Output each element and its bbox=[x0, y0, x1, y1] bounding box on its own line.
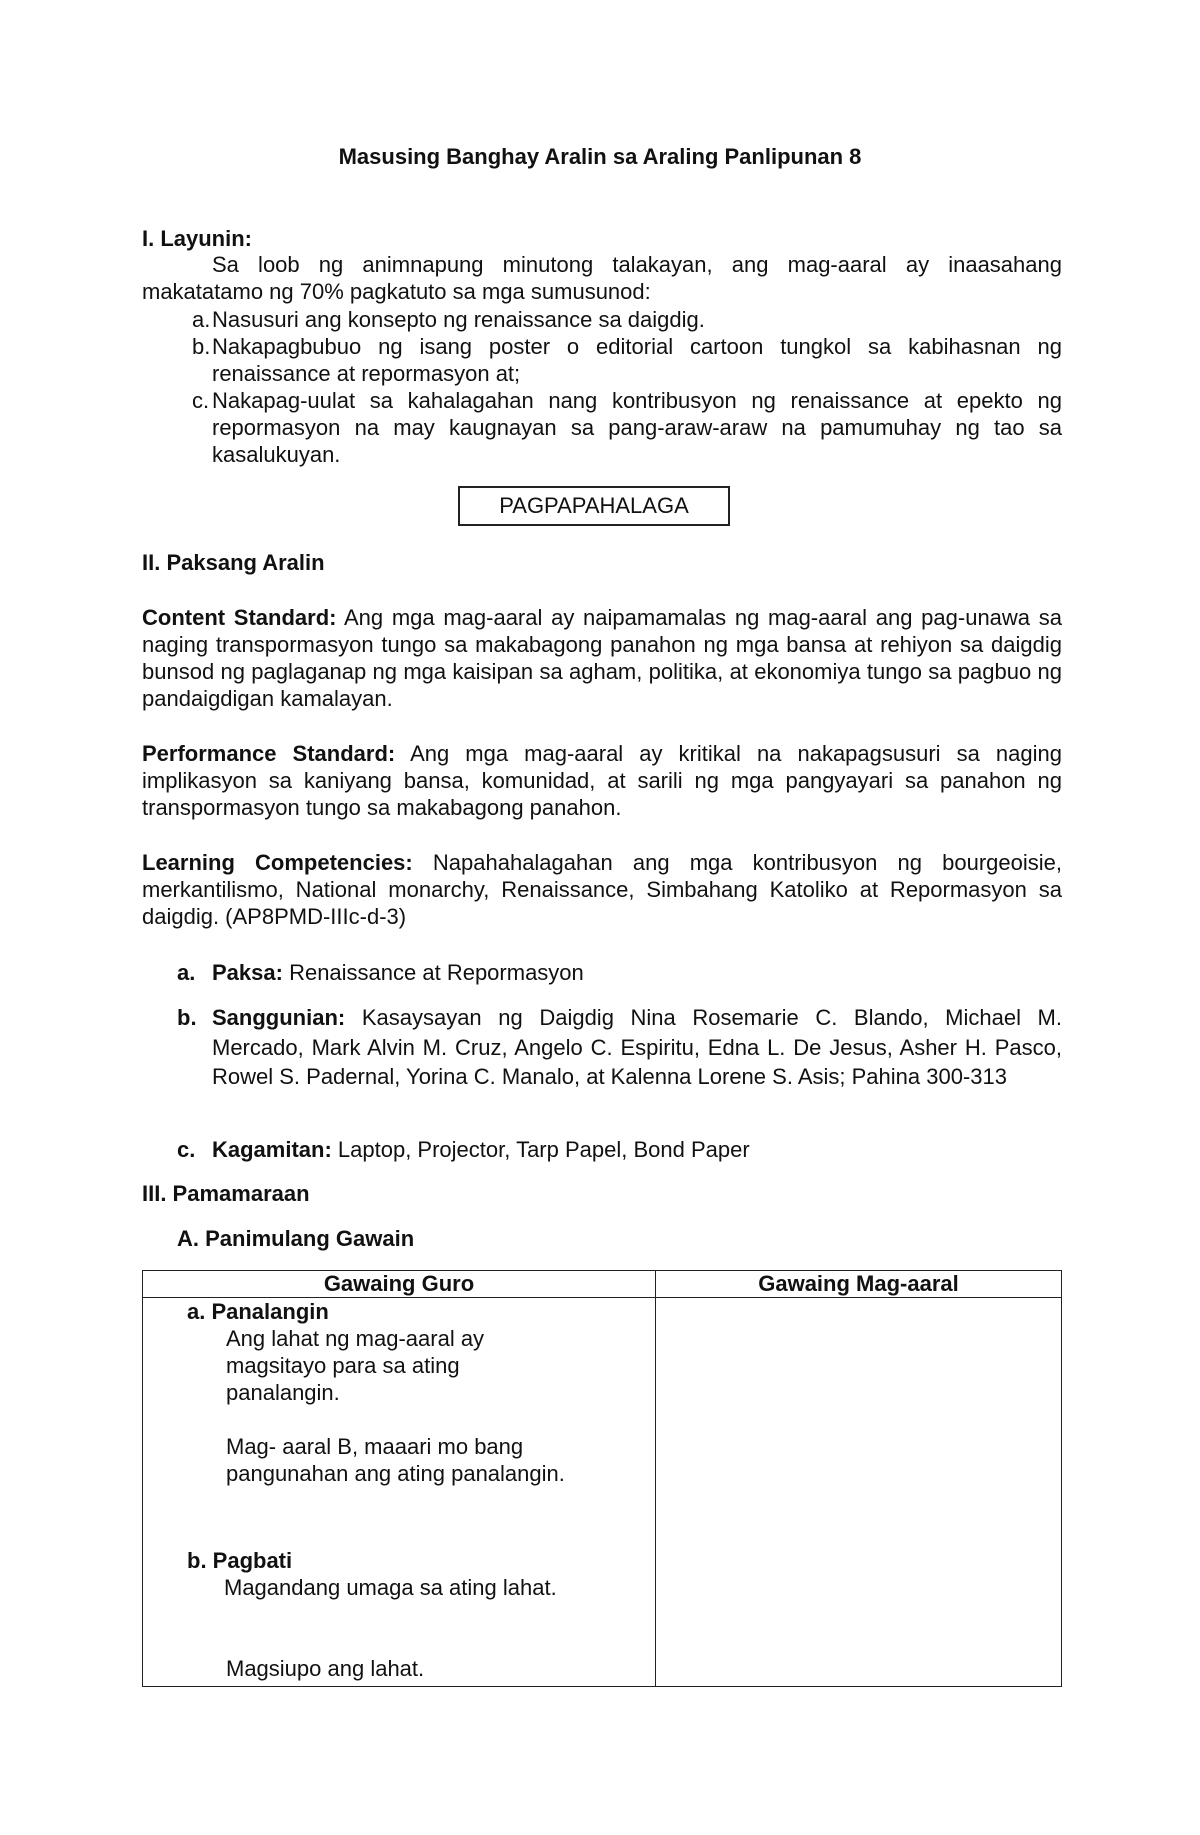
layunin-item-b-label: b. bbox=[192, 334, 211, 359]
col-gawaing-guro: Gawaing Guro bbox=[143, 1271, 656, 1298]
layunin-item-c bbox=[192, 387, 1062, 468]
paksa-value: Renaissance at Repormasyon bbox=[282, 960, 584, 985]
layunin-intro: Sa loob ng animnapung minutong talakayan, ang mag-aaral ay inaasahang makatatamo ng 70% pagkatuto sa mga sumusunod: bbox=[142, 252, 1062, 304]
layunin-item-b bbox=[192, 333, 1062, 387]
layunin-heading: I. Layunin: bbox=[142, 226, 252, 251]
content-standard-text: Ang mga mag-aaral ay naipamamalas ng mag-aaral ang pag-unawa sa naging transpormasyon tungo sa makabagong panahon ng mga bansa at rehiyon sa daigdig bunsod ng paglaganap ng mga kaisipan sa agham, politika, at ekonomiya tungo sa pagbuo ng pandaigdigan kamalayan. bbox=[142, 605, 1062, 711]
pamamaraan-heading: III. Pamamaraan bbox=[142, 1181, 310, 1206]
kagamitan-value: Laptop, Projector, Tarp Papel, Bond Paper bbox=[331, 1137, 750, 1162]
pagbati-label: b. Pagbati bbox=[187, 1548, 293, 1573]
sanggunian-label: b. bbox=[177, 1005, 197, 1030]
layunin-item-b-text: Nakapagbubuo ng isang poster o editorial cartoon tungkol sa kabihasnan ng renaissance at repormasyon at; bbox=[212, 334, 1062, 386]
sanggunian-item bbox=[177, 1003, 1062, 1092]
performance-standard-label: Performance Standard: bbox=[142, 741, 396, 766]
pagbati-line2: Magsiupo ang lahat. bbox=[226, 1656, 425, 1681]
pagpapahalaga-box: PAGPAPAHALAGA bbox=[458, 486, 730, 526]
activity-table-header bbox=[143, 1271, 1062, 1298]
paksa-item bbox=[177, 959, 1062, 986]
performance-standard bbox=[142, 740, 1062, 821]
panalangin-label: a. Panalangin bbox=[187, 1299, 329, 1324]
kagamitan-key: Kagamitan: bbox=[212, 1137, 332, 1162]
paksa-key: Paksa: bbox=[212, 960, 283, 985]
panalangin-line1: Ang lahat ng mag-aaral ay magsitayo para sa ating panalangin. bbox=[226, 1326, 485, 1405]
learning-competencies-text: Napahahalagahan ang mga kontribusyon ng bourgeoisie, merkantilismo, National monarchy, Renaissance, Simbahang Katoliko at Repormasyon sa daigdig. (AP8PMD-IIIc-d-3) bbox=[142, 850, 1062, 929]
content-standard bbox=[142, 604, 1062, 712]
sanggunian-key: Sanggunian: bbox=[212, 1005, 346, 1030]
table-row bbox=[143, 1298, 1062, 1687]
learning-competencies bbox=[142, 849, 1062, 930]
document-title: Masusing Banghay Aralin sa Araling Panlipunan 8 bbox=[338, 144, 862, 169]
layunin-item-a-text: Nasusuri ang konsepto ng renaissance sa daigdig. bbox=[212, 307, 705, 332]
paksang-aralin-heading: II. Paksang Aralin bbox=[142, 550, 325, 575]
panalangin-line2: Mag- aaral B, maaari mo bang pangunahan ang ating panalangin. bbox=[226, 1434, 565, 1486]
layunin-item-c-text: Nakapag-uulat sa kahalagahan nang kontribusyon ng renaissance at epekto ng repormasyon na may kaugnayan sa pang-araw-araw na pamumuhay ng tao sa kasalukuyan. bbox=[212, 388, 1062, 467]
layunin-item-c-label: c. bbox=[192, 388, 210, 413]
layunin-item-a bbox=[192, 306, 1062, 333]
kagamitan-item bbox=[177, 1136, 1062, 1163]
paksa-label: a. bbox=[177, 960, 196, 985]
learning-competencies-label: Learning Competencies: bbox=[142, 850, 413, 875]
layunin-item-a-label: a. bbox=[192, 307, 211, 332]
activity-table bbox=[142, 1270, 1062, 1687]
guro-cell bbox=[143, 1298, 656, 1687]
panimulang-gawain-heading: A. Panimulang Gawain bbox=[177, 1226, 415, 1251]
mag-aaral-cell bbox=[656, 1298, 1062, 1687]
content-standard-label: Content Standard: bbox=[142, 605, 337, 630]
performance-standard-text: Ang mga mag-aaral ay kritikal na nakapagsusuri sa naging implikasyon sa kaniyang bansa, komunidad, at sarili ng mga pangyayari sa panahon ng transpormasyon tungo sa makabagong panahon. bbox=[142, 741, 1062, 820]
pagbati-line1: Magandang umaga sa ating lahat. bbox=[224, 1575, 557, 1600]
sanggunian-value: Kasaysayan ng Daigdig Nina Rosemarie C. Blando, Michael M. Mercado, Mark Alvin M. Cruz, Angelo C. Espiritu, Edna L. De Jesus, Asher H. Pasco, Rowel S. Padernal, Yorina C. Manalo, at Kalenna Lorene S. Asis; Pahina 300-313 bbox=[212, 1005, 1062, 1089]
kagamitan-label: c. bbox=[177, 1137, 196, 1162]
col-gawaing-mag-aaral: Gawaing Mag-aaral bbox=[656, 1271, 1062, 1298]
